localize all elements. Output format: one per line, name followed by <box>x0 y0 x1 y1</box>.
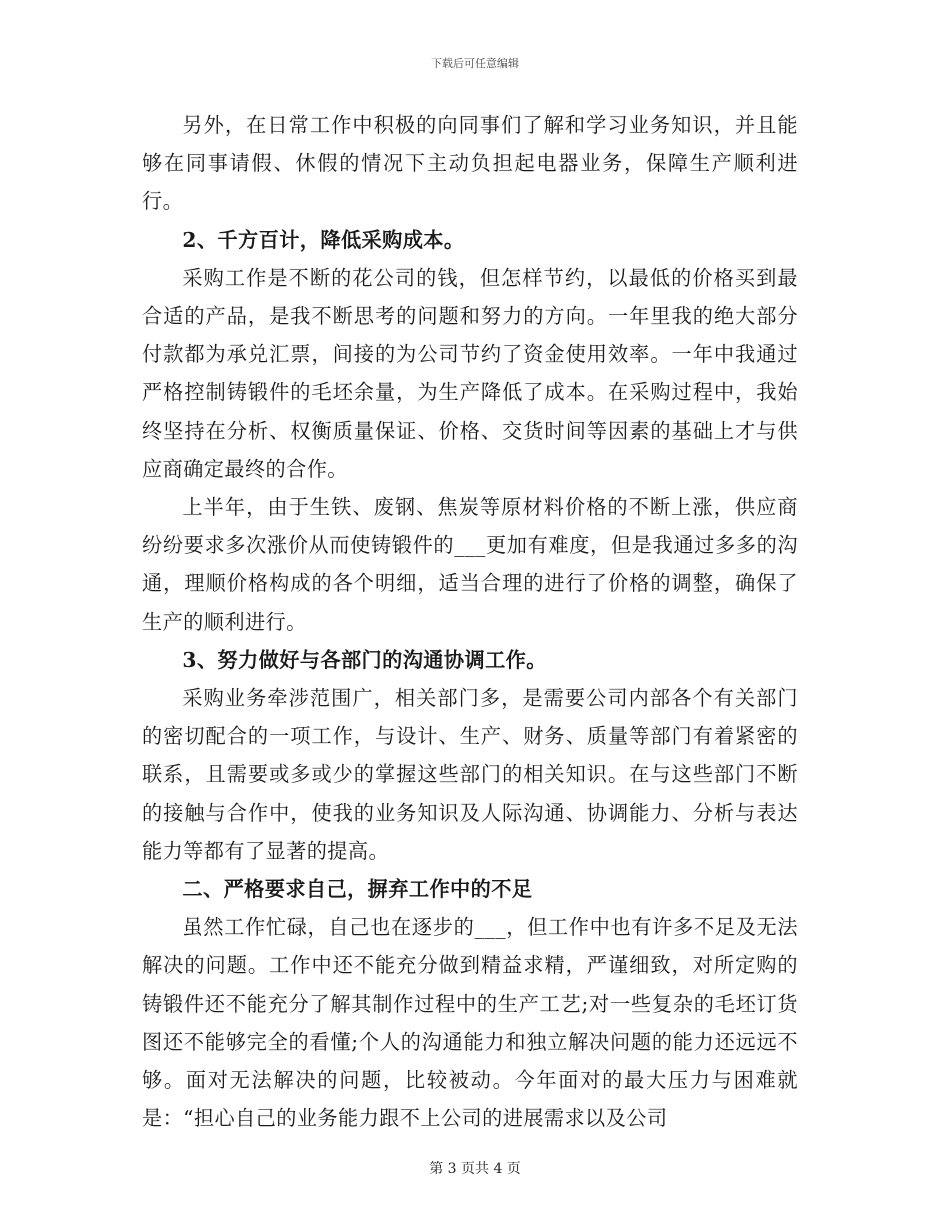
paragraph-4: 采购业务牵涉范围广，相关部门多，是需要公司内部各个有关部门的密切配合的一项工作，与设计、生产、财务、质量等部门有着紧密的联系，且需要或多或少的掌握这些部门的相关知识。在与这些部门不断的接触与合作中，使我的业务知识及人际沟通、协调能力、分析与表达能力等都有了显著的提高。 <box>142 686 798 863</box>
paragraph-3: 上半年，由于生铁、废钢、焦炭等原材料价格的不断上涨，供应商纷纷要求多次涨价从而使铸锻件的___更加有难度，但是我通过多多的沟通，理顺价格构成的各个明细，适当合理的进行了价格的调整，确保了生产的顺利进行。 <box>142 495 798 634</box>
document-body <box>142 106 798 1137</box>
page-number: 第 3 页共 4 页 <box>429 1161 521 1177</box>
heading-shortcomings: 二、严格要求自己，摒弃工作中的不足 <box>182 877 533 902</box>
page-header: 下载后可任意编辑 <box>431 57 519 70</box>
paragraph-2: 采购工作是不断的花公司的钱，但怎样节约，以最低的价格买到最合适的产品，是我不断思考的问题和努力的方向。一年里我的绝大部分付款都为承兑汇票，间接的为公司节约了资金使用效率。一年中我通过严格控制铸锻件的毛坯余量，为生产降低了成本。在采购过程中，我始终坚持在分析、权衡质量保证、价格、交货时间等因素的基础上才与供应商确定最终的合作。 <box>142 265 798 481</box>
paragraph-1: 另外，在日常工作中积极的向同事们了解和学习业务知识，并且能够在同事请假、休假的情况下主动负担起电器业务，保障生产顺利进行。 <box>142 113 798 214</box>
heading-communication: 3、努力做好与各部门的沟通协调工作。 <box>182 647 547 672</box>
paragraph-5: 虽然工作忙碌，自己也在逐步的___，但工作中也有许多不足及无法解决的问题。工作中还不能充分做到精益求精，严谨细致，对所定购的铸锻件还不能充分了解其制作过程中的生产工艺;对一些复杂的毛坯订货图还不能够完全的看懂;个人的沟通能力和独立解决问题的能力还远远不够。面对无法解决的问题，比较被动。今年面对的最大压力与困难就是：“担心自己的业务能力跟不上公司的进展需求以及公司 <box>142 915 798 1131</box>
heading-reduce-cost: 2、千方百计，降低采购成本。 <box>182 227 465 252</box>
